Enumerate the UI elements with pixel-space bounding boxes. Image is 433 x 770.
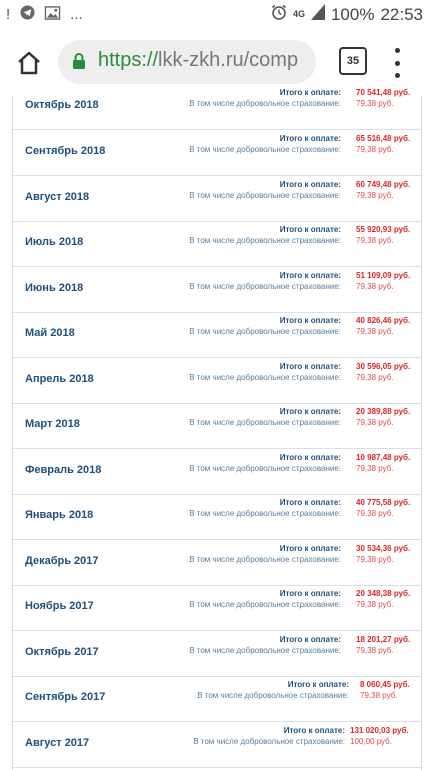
lock-icon (72, 52, 86, 75)
tab-switcher-button[interactable]: 35 (339, 47, 367, 75)
list-item[interactable] (13, 631, 421, 677)
total-value: 40 826,46 руб. (356, 316, 411, 325)
insurance-value: 79,38 руб. (356, 99, 394, 108)
total-label: Итого к оплате: (279, 498, 341, 507)
month-label: Август 2018 (25, 191, 90, 203)
total-value: 60 749,48 руб. (356, 180, 411, 189)
total-value: 55 920,93 руб. (356, 225, 411, 234)
insurance-value: 79,38 руб. (360, 691, 398, 700)
insurance-label: В том числе добровольное страхование: (197, 691, 349, 700)
total-label: Итого к оплате: (279, 635, 341, 644)
month-label: Ноябрь 2017 (25, 600, 94, 612)
clock: 22:53 (380, 4, 423, 24)
list-item[interactable] (13, 358, 421, 404)
insurance-value: 79,38 руб. (356, 555, 394, 564)
insurance-label: В том числе добровольное страхование: (189, 555, 341, 564)
insurance-value: 79,38 руб. (356, 191, 394, 200)
month-label: Февраль 2018 (25, 464, 102, 476)
signal-icon (311, 4, 325, 25)
insurance-label: В том числе добровольное страхование: (189, 191, 341, 200)
total-value: 18 201,27 руб. (356, 635, 411, 644)
menu-dot (395, 73, 400, 78)
insurance-value: 79,38 руб. (356, 373, 394, 382)
alarm-icon (271, 4, 287, 25)
insurance-value: 79,38 руб. (356, 509, 394, 518)
insurance-label: В том числе добровольное страхование: (189, 373, 341, 382)
total-value: 20 348,38 руб. (356, 589, 411, 598)
list-item[interactable] (13, 540, 421, 586)
list-item[interactable] (13, 84, 421, 130)
total-value: 65 516,48 руб. (356, 134, 411, 143)
system-icons (271, 4, 423, 25)
insurance-label: В том числе добровольное страхование: (189, 646, 341, 655)
menu-dot (395, 48, 400, 53)
payment-history-list (12, 88, 422, 770)
status-bar (0, 0, 433, 30)
insurance-label: В том числе добровольное страхование: (189, 99, 341, 108)
battery-level: 100% (330, 4, 375, 24)
insurance-label: В том числе добровольное страхование: (193, 737, 345, 746)
month-label: Декабрь 2017 (25, 555, 99, 567)
alert-icon: ! (6, 6, 11, 23)
total-value: 8 060,45 руб. (360, 680, 410, 689)
total-value: 10 987,48 руб. (356, 453, 411, 462)
more-notifications-icon: ... (70, 6, 83, 23)
notification-icons (6, 5, 83, 24)
insurance-label: В том числе добровольное страхование: (189, 509, 341, 518)
list-item[interactable] (13, 130, 421, 176)
insurance-value: 79,38 руб. (356, 236, 394, 245)
month-label: Июнь 2018 (25, 282, 84, 294)
total-label: Итого к оплате: (279, 180, 341, 189)
month-label: Май 2018 (25, 327, 75, 339)
month-label: Август 2017 (25, 737, 90, 749)
insurance-label: В том числе добровольное страхование: (189, 282, 341, 291)
month-label: Июль 2018 (25, 236, 84, 248)
insurance-label: В том числе добровольное страхование: (189, 418, 341, 427)
month-label: Сентябрь 2018 (25, 145, 106, 157)
total-value: 20 389,88 руб. (356, 407, 411, 416)
list-item[interactable] (13, 403, 421, 449)
month-label: Март 2018 (25, 418, 80, 430)
total-label: Итого к оплате: (287, 680, 349, 689)
month-label: Январь 2018 (25, 509, 94, 521)
list-item[interactable] (13, 267, 421, 313)
total-label: Итого к оплате: (279, 88, 341, 97)
total-value: 30 534,36 руб. (356, 544, 411, 553)
total-label: Итого к оплате: (279, 407, 341, 416)
insurance-label: В том числе добровольное страхование: (189, 600, 341, 609)
total-label: Итого к оплате: (279, 544, 341, 553)
insurance-value: 100,00 руб. (350, 737, 392, 746)
list-item[interactable] (13, 494, 421, 540)
list-item[interactable] (13, 585, 421, 631)
menu-dot (395, 61, 400, 66)
list-item[interactable] (13, 221, 421, 267)
month-label: Сентябрь 2017 (25, 691, 106, 703)
total-value: 131 020,03 руб. (350, 726, 409, 735)
list-item[interactable] (13, 312, 421, 358)
insurance-label: В том числе добровольное страхование: (189, 464, 341, 473)
insurance-value: 79,38 руб. (356, 327, 394, 336)
total-label: Итого к оплате: (279, 453, 341, 462)
overflow-menu-button[interactable] (392, 48, 402, 78)
insurance-value: 79,38 руб. (356, 600, 394, 609)
list-item[interactable] (13, 676, 421, 722)
image-icon (45, 6, 60, 24)
total-label: Итого к оплате: (279, 362, 341, 371)
total-value: 40 775,58 руб. (356, 498, 411, 507)
url-scheme: https:// (98, 49, 159, 71)
network-type: 4G (292, 9, 305, 19)
total-value: 70 541,48 руб. (356, 88, 411, 97)
url-text (98, 49, 298, 72)
list-item[interactable] (13, 722, 421, 768)
insurance-value: 79,38 руб. (356, 464, 394, 473)
insurance-value: 79,38 руб. (356, 418, 394, 427)
total-label: Итого к оплате: (279, 271, 341, 280)
home-button[interactable] (14, 48, 44, 78)
total-label: Итого к оплате: (279, 589, 341, 598)
month-label: Апрель 2018 (25, 373, 94, 385)
month-label: Октябрь 2018 (25, 99, 99, 111)
insurance-value: 79,38 руб. (356, 646, 394, 655)
insurance-value: 79,38 руб. (356, 145, 394, 154)
telegram-icon (20, 5, 35, 24)
home-icon (14, 48, 44, 78)
insurance-label: В том числе добровольное страхование: (189, 145, 341, 154)
list-item[interactable] (13, 176, 421, 222)
insurance-value: 79,38 руб. (356, 282, 394, 291)
insurance-label: В том числе добровольное страхование: (189, 236, 341, 245)
total-value: 51 109,09 руб. (356, 271, 411, 280)
list-item[interactable] (13, 449, 421, 495)
total-label: Итого к оплате: (279, 316, 341, 325)
total-label: Итого к оплате: (279, 225, 341, 234)
url-host: lkk-zkh.ru/comp (158, 49, 299, 71)
insurance-label: В том числе добровольное страхование: (189, 327, 341, 336)
total-label: Итого к оплате: (279, 134, 341, 143)
total-label: Итого к оплате: (283, 726, 345, 735)
month-label: Октябрь 2017 (25, 646, 99, 658)
total-value: 30 596,05 руб. (356, 362, 411, 371)
address-bar[interactable] (58, 40, 316, 84)
